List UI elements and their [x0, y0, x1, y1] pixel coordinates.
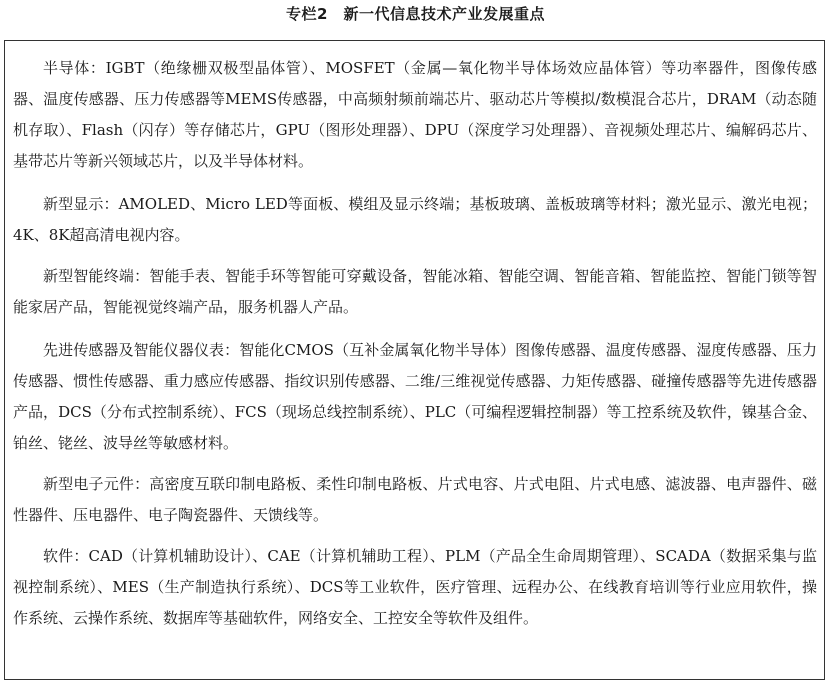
- paragraph-new-display: 新型显示：AMOLED、Micro LED等面板、模组及显示终端；基板玻璃、盖板玻璃等材料；激光显示、激光电视；4K、8K超高清电视内容。: [13, 195, 817, 244]
- paragraph-sensors-instruments: 先进传感器及智能仪器仪表：智能化CMOS（互补金属氧化物半导体）图像传感器、温度传感器、湿度传感器、压力传感器、惯性传感器、重力感应传感器、指纹识别传感器、二维/三维视觉传感器、力矩传感器、碰撞传感器等先进传感器产品，DCS（分布式控制系统）、FCS（现场总线控制系统）、PLC（可编程逻辑控制器）等工控系统及软件，镍基合金、铂丝、铑丝、波导丝等敏感材料。: [13, 341, 817, 452]
- paragraph-smart-terminal: 新型智能终端：智能手表、智能手环等智能可穿戴设备，智能冰箱、智能空调、智能音箱、智能监控、智能门锁等智能家居产品，智能视觉终端产品，服务机器人产品。: [13, 267, 817, 316]
- paragraph-semiconductor: 半导体：IGBT（绝缘栅双极型晶体管）、MOSFET（金属—氧化物半导体场效应晶体管）等功率器件，图像传感器、温度传感器、压力传感器等MEMS传感器，中高频射频前端芯片、驱动芯片等模拟/数模混合芯片，DRAM（动态随机存取）、Flash（闪存）等存储芯片，GPU（图形处理器）、DPU（深度学习处理器）、音视频处理芯片、编解码芯片、基带芯片等新兴领域芯片，以及半导体材料。: [13, 59, 817, 170]
- column-title: 专栏2 新一代信息技术产业发展重点: [286, 5, 545, 23]
- paragraph-electronic-components: 新型电子元件：高密度互联印制电路板、柔性印制电路板、片式电容、片式电阻、片式电感、滤波器、电声器件、磁性器件、压电器件、电子陶瓷器件、天馈线等。: [13, 475, 817, 524]
- column-box: [4, 40, 825, 680]
- paragraph-software: 软件：CAD（计算机辅助设计）、CAE（计算机辅助工程）、PLM（产品全生命周期管理）、SCADA（数据采集与监视控制系统）、MES（生产制造执行系统）、DCS等工业软件，医疗管理、远程办公、在线教育培训等行业应用软件，操作系统、云操作系统、数据库等基础软件，网络安全、工控安全等软件及组件。: [13, 547, 817, 627]
